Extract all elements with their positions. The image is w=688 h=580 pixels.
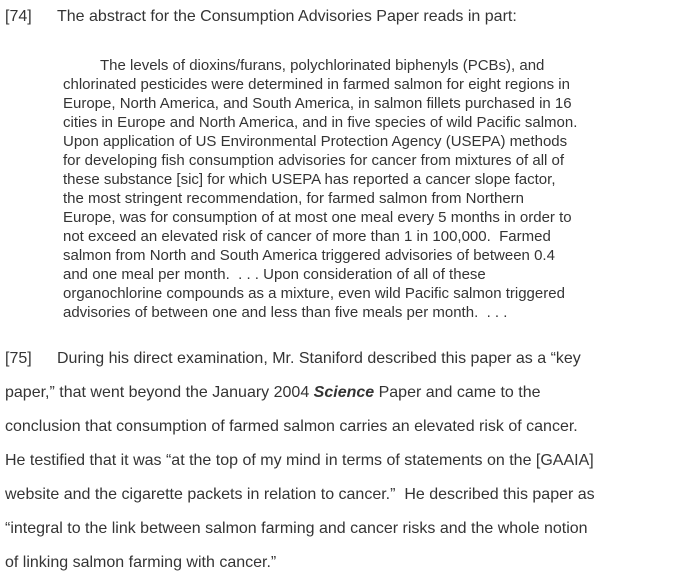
quote-line: the most stringent recommendation, for farmed salmon from Northern xyxy=(63,190,525,207)
quote-line: Europe, was for consumption of at most one meal every 5 months in order to xyxy=(63,209,572,226)
science-journal-title: Science xyxy=(313,384,375,401)
paragraph-75-text: Paper and came to the xyxy=(374,384,541,401)
paragraph-75-line xyxy=(5,342,683,376)
paragraph-75-text: During his direct examination, Mr. Staniford described this paper as a “key xyxy=(57,350,581,367)
quote-line: and one meal per month. . . . Upon consideration of all of these xyxy=(63,266,486,283)
quote-line: chlorinated pesticides were determined in farmed salmon for eight regions in xyxy=(63,76,570,93)
quote-line: Upon application of US Environmental Protection Agency (USEPA) methods xyxy=(63,133,568,150)
quote-line: for developing fish consumption advisories for cancer from mixtures of all of xyxy=(63,152,565,169)
paragraph-75-line: of linking salmon farming with cancer.” xyxy=(5,554,277,571)
paragraph-74-text: The abstract for the Consumption Advisories Paper reads in part: xyxy=(57,8,517,25)
quote-line: cities in Europe and North America, and in five species of wild Pacific salmon. xyxy=(63,114,578,131)
paragraph-75-number: [75] xyxy=(5,350,32,367)
paragraph-75-line: He testified that it was “at the top of my mind in terms of statements on the [GAAIA] xyxy=(5,452,594,469)
paragraph-74 xyxy=(5,8,683,26)
paragraph-75-line: “integral to the link between salmon farming and cancer risks and the whole notion xyxy=(5,520,588,537)
quote-line: not exceed an elevated risk of cancer of more than 1 in 100,000. Farmed xyxy=(63,228,551,245)
quote-line: advisories of between one and less than five meals per month. . . . xyxy=(63,304,508,321)
quote-line: Europe, North America, and South America, in salmon fillets purchased in 16 xyxy=(63,95,572,112)
quote-line: these substance [sic] for which USEPA has reported a cancer slope factor, xyxy=(63,171,556,188)
paragraph-75 xyxy=(5,342,683,580)
paragraph-75-line: website and the cigarette packets in relation to cancer.” He described this paper as xyxy=(5,486,595,503)
paragraph-74-number: [74] xyxy=(5,8,32,25)
quote-line: salmon from North and South America triggered advisories of between 0.4 xyxy=(63,247,555,264)
quote-line: The levels of dioxins/furans, polychlorinated biphenyls (PCBs), and xyxy=(100,57,545,74)
paragraph-75-line xyxy=(5,376,683,410)
abstract-blockquote xyxy=(63,56,683,322)
paragraph-75-text: paper,” that went beyond the January 2004 xyxy=(5,384,314,401)
paragraph-75-line: conclusion that consumption of farmed salmon carries an elevated risk of cancer. xyxy=(5,418,578,435)
quote-line: organochlorine compounds as a mixture, even wild Pacific salmon triggered xyxy=(63,285,565,302)
